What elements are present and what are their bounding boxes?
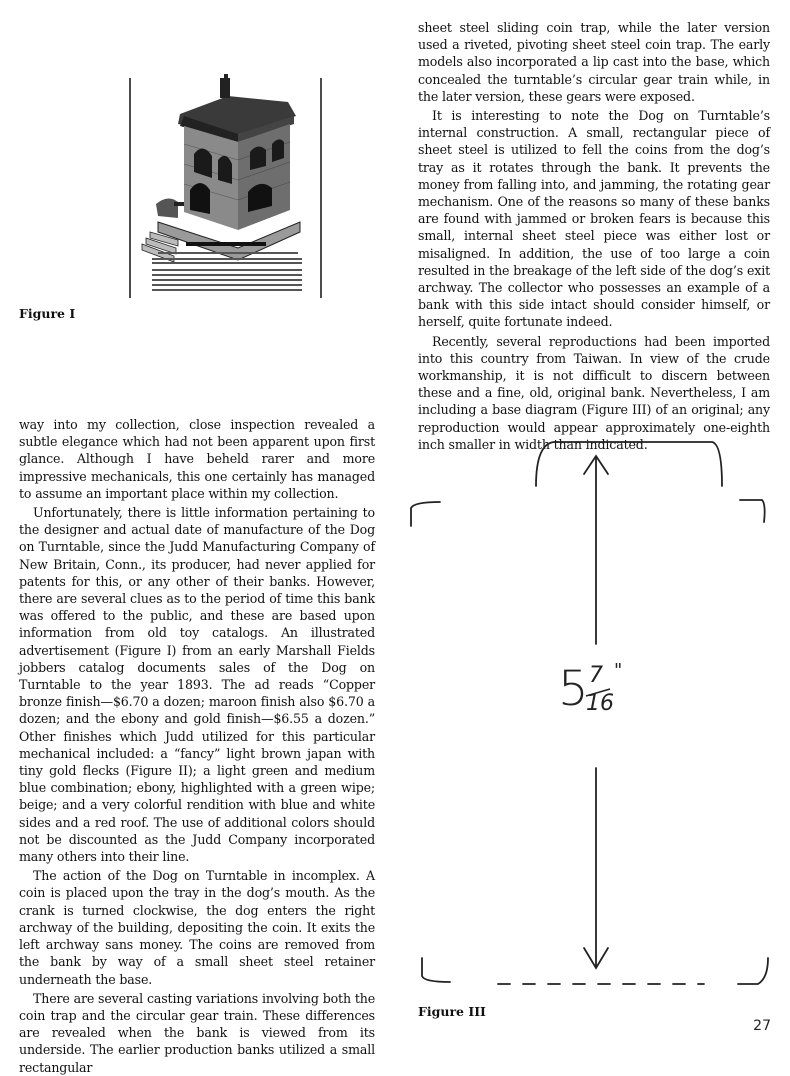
figure-1-image [128,72,323,304]
dimension-whole: 5 [558,661,589,717]
paragraph: Recently, several reproductions had been imported into this country from Taiwan. In view of the crude workmanship, it is not difficult to discern between these and a fine, old, original bank. Nevertheless, I am including a base diagram (Figure III) of an original; any reproduction would appear approximately one-eighth inch smaller in width than indicated. [418,333,770,452]
bottom-right-corner [738,958,768,984]
page-number: 27 [753,1018,771,1034]
top-tab-outline [536,442,722,486]
paragraph: way into my collection, close inspection revealed a subtle elegance which had not been apparent upon first glance. Although I have beheld rarer and more impressive mechanicals, this one certainly has managed to assume an important place within my collection. [19,417,375,501]
top-left-corner [411,502,440,526]
right-text-column [418,19,770,453]
dimension-denominator: 16 [586,691,614,716]
paragraph: The action of the Dog on Turntable in incomplex. A coin is placed upon the tray in the dog’s mouth. As the crank is turned clockwise, the dog enters the right archway of the building, depositing the coin. It exits the left archway sans money. The coins are removed from the bank by way of a small sheet steel retainer underneath the base. [19,868,375,987]
base-outline-diagram [406,438,780,994]
dimension-unit: " [614,660,623,681]
paragraph: There are several casting variations involving both the coin trap and the circular gear train. These differences are revealed when the bank is viewed from its underside. The earlier production banks utilized a small rectangular [19,990,375,1075]
left-text-column [19,416,375,1076]
paragraph: It is interesting to note the Dog on Turntable’s internal construction. A small, rectangular piece of sheet steel is utilized to fell the coins from the dog’s tray as it rotates through the bank. It prevents the money from falling into, and jamming, the rotating gear mechanism. One of the reasons so many of these banks are found with jammed or broken fears is because this small, internal sheet steel piece was either lost or misaligned. In addition, the use of too large a coin resulted in the breakage of the left side of the dog’s exit archway. The collector who possesses an example of a bank with this side intact should consider himself, or herself, quite fortunate indeed. [418,108,770,330]
figure-3-caption: Figure III [418,1004,486,1019]
top-right-corner [740,500,765,522]
paragraph: sheet steel sliding coin trap, while the later version used a riveted, pivoting sheet steel coin trap. The early models also incorporated a lip cast into the base, which concealed the turntable’s circular gear train while, in the later version, these gears were exposed. [418,20,770,104]
dimension-numerator: 7 [589,663,603,688]
figure-1-caption: Figure I [19,306,76,321]
bank-illustration [128,72,323,304]
paragraph: Unfortunately, there is little information pertaining to the designer and actual date of manufacture of the Dog on Turntable, since the Judd Manufacturing Company of New Britain, Conn., its producer, had never applied for patents for this, or any other of their banks. However, there are several clues as to the period of time this bank was offered to the public, and these are based upon information from old toy catalogs. An illustrated advertisement (Figure I) from an early Marshall Fields jobbers catalog documents sales of the Dog on Turntable to the year 1893. The ad reads “Copper bronze finish—$6.70 a dozen; maroon finish also $6.70 a dozen; and the ebony and gold finish—$6.55 a dozen.” Other finishes which Judd utilized for this particular mechanical included: a “fancy” light brown japan with tiny gold flecks (Figure II); a light green and medium blue combination; ebony, highlighted with a green wipe; beige; and a very colorful rendition with blue and white sides and a red roof. The use of additional colors should not be discounted as the Judd Company incorporated many others into their line. [19,505,375,865]
bottom-left-corner [422,958,450,982]
figure-3-diagram [406,438,780,994]
